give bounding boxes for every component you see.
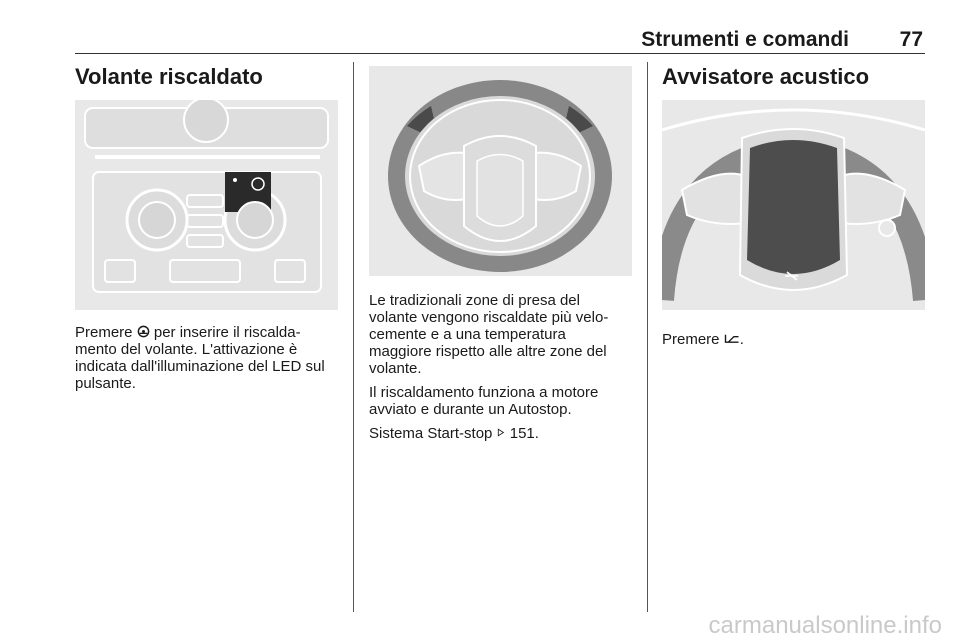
page-header (75, 28, 925, 54)
heading-heated-steering: Volante riscaldato (75, 64, 263, 89)
header-rule (75, 53, 925, 54)
text-heating-zones (369, 292, 639, 449)
heading-horn: Avvisatore acustico (662, 64, 870, 89)
section-title: Strumenti e comandi (641, 28, 849, 51)
text-horn: Premere . (662, 331, 744, 348)
page-reference-icon (497, 426, 506, 439)
column-divider-1 (353, 62, 354, 612)
column-divider-2 (647, 62, 648, 612)
heated-steering-icon (137, 325, 150, 338)
paragraph-2: Il riscaldamento funziona a motore avviato e durante un Autostop. (369, 384, 599, 418)
figure-climate-panel (75, 100, 338, 310)
page-number: 77 (899, 28, 923, 51)
page-reference-link[interactable]: 151. (509, 425, 539, 442)
figure-steering-wheel (369, 66, 632, 276)
watermark: carmanualsonline.info (708, 612, 942, 639)
horn-icon (724, 332, 740, 345)
paragraph-3: Sistema Start-stop 151. (369, 425, 539, 442)
text-heated-steering: Premere per inserire il riscalda- mento del volante. L'attivazione è indicata dall'illuminazione del LED sul pulsante. (75, 324, 325, 392)
paragraph-1: Le tradizionali zone di presa del volante vengono riscaldate più velo- cemente e a una temperatura maggiore rispetto alle altre zone del volante. (369, 292, 609, 377)
figure-horn (662, 100, 925, 310)
